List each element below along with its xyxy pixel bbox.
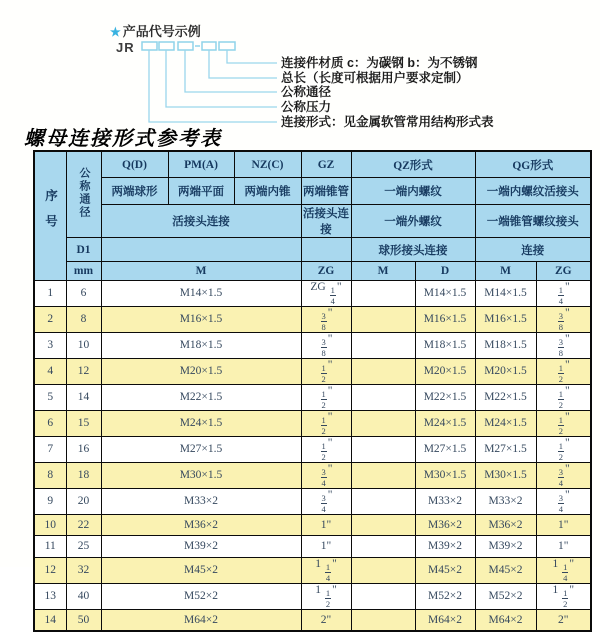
cell-seq: 11 xyxy=(34,536,66,558)
cell-m: M20×1.5 xyxy=(101,358,301,384)
cell-qz-m xyxy=(351,583,415,609)
fraction: $\frac{1}{2}$ xyxy=(558,362,564,385)
code-prefix: JR xyxy=(116,40,135,55)
fraction: $\frac{3}{4}$ xyxy=(558,466,564,489)
cell-mm: 25 xyxy=(66,536,101,558)
header-qg-connection: 连接 xyxy=(475,238,591,262)
cell-qg-m: M27×1.5 xyxy=(475,436,536,462)
fraction: $\frac{1}{2}$ xyxy=(321,414,326,437)
fraction: $\frac{1}{4}$ xyxy=(563,561,568,584)
cell-qg-zg: 1" xyxy=(536,514,591,536)
header-seq: 序号 xyxy=(34,151,66,281)
diagram-label-pressure: 公称压力 xyxy=(281,100,332,114)
cell-qg-zg: $\frac{1}{2}$ " xyxy=(536,410,591,436)
cell-gz: $\frac{3}{4}$ " xyxy=(301,462,351,488)
cell-qg-m: M30×1.5 xyxy=(475,462,536,488)
cell-m: M64×2 xyxy=(101,609,301,631)
cell-gz: $\frac{1}{2}$ " xyxy=(301,358,351,384)
cell-mm: 32 xyxy=(66,557,101,583)
cell-qz-d: M27×1.5 xyxy=(415,436,475,462)
header-d1: D1 xyxy=(66,238,101,262)
header-qz-d: D xyxy=(415,262,475,281)
fraction: $\frac{1}{2}$ xyxy=(558,440,564,463)
fraction: $\frac{3}{4}$ xyxy=(321,466,326,489)
cell-qg-zg: $\frac{1}{2}$ " xyxy=(536,384,591,410)
cell-gz: 1 $\frac{1}{2}$ " xyxy=(301,583,351,609)
cell-qg-zg: $\frac{3}{4}$ " xyxy=(536,488,591,514)
cell-qz-m xyxy=(351,384,415,410)
table-row xyxy=(34,281,591,307)
cell-gz: 1" xyxy=(301,536,351,558)
cell-qz-m xyxy=(351,332,415,358)
fraction: $\frac{1}{2}$ xyxy=(321,388,326,411)
cell-qg-zg: $\frac{1}{4}$ " xyxy=(536,281,591,307)
fraction: $\frac{3}{8}$ xyxy=(321,310,326,333)
header-qg-desc2: 一端锥管螺纹接头 xyxy=(475,205,591,238)
fraction: $\frac{1}{4}$ xyxy=(558,284,564,307)
header-zg: ZG xyxy=(301,262,351,281)
table-row xyxy=(34,536,591,558)
table-row xyxy=(34,514,591,536)
cell-m: M36×2 xyxy=(101,514,301,536)
table-header xyxy=(34,151,591,281)
fraction: $\frac{3}{4}$ xyxy=(558,492,564,515)
cell-gz: $\frac{1}{2}$ " xyxy=(301,436,351,462)
cell-qz-m xyxy=(351,462,415,488)
callout-line-length xyxy=(209,50,277,78)
cell-qg-m: M18×1.5 xyxy=(475,332,536,358)
callout-line-diameter xyxy=(185,50,277,92)
header-col-qz: QZ形式 xyxy=(351,151,475,178)
cell-m: M24×1.5 xyxy=(101,410,301,436)
cell-mm: 22 xyxy=(66,514,101,536)
header-m: M xyxy=(101,262,301,281)
cell-m: M27×1.5 xyxy=(101,436,301,462)
cell-qz-d: M22×1.5 xyxy=(415,384,475,410)
cell-seq: 6 xyxy=(34,410,66,436)
cell-mm: 40 xyxy=(66,583,101,609)
cell-qg-m: M22×1.5 xyxy=(475,384,536,410)
cell-seq: 4 xyxy=(34,358,66,384)
diagram-label-form: 连接形式：见金属软管常用结构形式表 xyxy=(281,115,494,129)
table-body xyxy=(34,281,591,632)
cell-mm: 10 xyxy=(66,332,101,358)
table-row xyxy=(34,462,591,488)
cell-qg-m: M39×2 xyxy=(475,536,536,558)
cell-m: M52×2 xyxy=(101,583,301,609)
cell-gz: $\frac{3}{4}$ " xyxy=(301,488,351,514)
header-qz-m: M xyxy=(351,262,415,281)
cell-seq: 13 xyxy=(34,583,66,609)
header-col-gz: GZ xyxy=(301,151,351,178)
cell-mm: 6 xyxy=(66,281,101,307)
cell-mm: 18 xyxy=(66,462,101,488)
star-icon: ★ xyxy=(110,25,121,39)
fraction: $\frac{3}{8}$ xyxy=(321,336,326,359)
table-row xyxy=(34,332,591,358)
cell-gz: $\frac{3}{8}$ " xyxy=(301,306,351,332)
diagram-label-material: 连接件材质 c：为碳钢 b：为不锈钢 xyxy=(281,56,478,70)
code-box-1 xyxy=(142,42,157,50)
header-q-desc: 两端球形 xyxy=(101,178,168,205)
cell-gz: 2" xyxy=(301,609,351,631)
cell-m: M14×1.5 xyxy=(101,281,301,307)
header-nominal-diameter: 公称通径 xyxy=(66,151,101,238)
cell-qz-d: M18×1.5 xyxy=(415,332,475,358)
table-row xyxy=(34,436,591,462)
header-gz-connection: 活接头连接 xyxy=(301,205,351,238)
cell-seq: 10 xyxy=(34,514,66,536)
cell-qg-m: M20×1.5 xyxy=(475,358,536,384)
fraction: $\frac{1}{2}$ xyxy=(558,388,564,411)
cell-qg-zg: $\frac{1}{2}$ " xyxy=(536,358,591,384)
header-col-qg: QG形式 xyxy=(475,151,591,178)
cell-qz-d: M14×1.5 xyxy=(415,281,475,307)
cell-qg-m: M52×2 xyxy=(475,583,536,609)
cell-qz-d: M20×1.5 xyxy=(415,358,475,384)
header-gz-desc: 两端锥管 xyxy=(301,178,351,205)
header-qg-m: M xyxy=(475,262,536,281)
cell-qz-m xyxy=(351,557,415,583)
cell-seq: 2 xyxy=(34,306,66,332)
cell-qz-m xyxy=(351,536,415,558)
cell-gz: $\frac{1}{2}$ " xyxy=(301,384,351,410)
table-row xyxy=(34,358,591,384)
fraction: $\frac{1}{2}$ xyxy=(321,440,326,463)
cell-m: M22×1.5 xyxy=(101,384,301,410)
cell-mm: 8 xyxy=(66,306,101,332)
cell-seq: 3 xyxy=(34,332,66,358)
cell-mm: 12 xyxy=(66,358,101,384)
fraction: $\frac{1}{4}$ xyxy=(330,284,335,307)
cell-qg-m: M36×2 xyxy=(475,514,536,536)
table-title: 螺母连接形式参考表 xyxy=(24,128,222,150)
diagram-label-diameter: 公称通径 xyxy=(281,85,332,99)
header-mm: mm xyxy=(66,262,101,281)
header-qz-connection: 球形接头连接 xyxy=(351,238,475,262)
diagram-heading-text: 产品代号示例 xyxy=(122,24,201,39)
cell-m: M18×1.5 xyxy=(101,332,301,358)
cell-qg-zg: $\frac{1}{2}$ " xyxy=(536,436,591,462)
cell-qz-d: M52×2 xyxy=(415,583,475,609)
code-box-3 xyxy=(178,42,193,50)
cell-qz-d: M30×1.5 xyxy=(415,462,475,488)
table-row xyxy=(34,306,591,332)
cell-m: M45×2 xyxy=(101,557,301,583)
cell-qg-zg: 1 $\frac{1}{2}$ " xyxy=(536,583,591,609)
cell-qg-m: M14×1.5 xyxy=(475,281,536,307)
fraction: $\frac{1}{2}$ xyxy=(563,587,568,610)
header-qg-desc1: 一端内螺纹活接头 xyxy=(475,178,591,205)
cell-qz-d: M36×2 xyxy=(415,514,475,536)
cell-qz-d: M33×2 xyxy=(415,488,475,514)
cell-qz-d: M39×2 xyxy=(415,536,475,558)
cell-gz: ZG $\frac{1}{4}$ " xyxy=(301,281,351,307)
cell-qz-m xyxy=(351,609,415,631)
cell-qz-m xyxy=(351,514,415,536)
table-row xyxy=(34,609,591,631)
cell-seq: 1 xyxy=(34,281,66,307)
cell-qz-m xyxy=(351,281,415,307)
cell-qz-m xyxy=(351,436,415,462)
header-union-connection: 活接头连接 xyxy=(101,205,301,238)
nut-connection-reference-table xyxy=(33,150,592,632)
code-box-5 xyxy=(219,42,235,50)
code-box-2 xyxy=(159,42,174,50)
header-col-nz: NZ(C) xyxy=(234,151,301,178)
cell-seq: 9 xyxy=(34,488,66,514)
diagram-label-length: 总长（长度可根据用户要求定制） xyxy=(281,71,469,85)
cell-qz-d: M45×2 xyxy=(415,557,475,583)
header-qz-desc1: 一端内螺纹 xyxy=(351,178,475,205)
callout-line-material xyxy=(227,50,277,63)
cell-qg-zg: $\frac{3}{8}$ " xyxy=(536,306,591,332)
header-nz-desc: 两端内锥 xyxy=(234,178,301,205)
header-pm-desc: 两端平面 xyxy=(168,178,234,205)
table-row xyxy=(34,557,591,583)
fraction: $\frac{1}{4}$ xyxy=(325,561,331,584)
fraction: $\frac{3}{8}$ xyxy=(558,310,564,333)
cell-qg-zg: 1 $\frac{1}{4}$ " xyxy=(536,557,591,583)
cell-gz: 1" xyxy=(301,514,351,536)
cell-m: M33×2 xyxy=(101,488,301,514)
cell-qg-m: M64×2 xyxy=(475,609,536,631)
cell-qg-zg: 2" xyxy=(536,609,591,631)
cell-mm: 15 xyxy=(66,410,101,436)
cell-qz-m xyxy=(351,410,415,436)
table-row xyxy=(34,410,591,436)
fraction: $\frac{1}{2}$ xyxy=(558,414,564,437)
cell-qz-d: M16×1.5 xyxy=(415,306,475,332)
cell-seq: 8 xyxy=(34,462,66,488)
cell-seq: 12 xyxy=(34,557,66,583)
cell-qg-zg: $\frac{3}{4}$ " xyxy=(536,462,591,488)
header-empty-gz xyxy=(301,238,351,262)
cell-seq: 14 xyxy=(34,609,66,631)
cell-m: M16×1.5 xyxy=(101,306,301,332)
table-row xyxy=(34,583,591,609)
cell-qg-m: M33×2 xyxy=(475,488,536,514)
cell-seq: 7 xyxy=(34,436,66,462)
cell-qz-d: M64×2 xyxy=(415,609,475,631)
fraction: $\frac{3}{8}$ xyxy=(558,336,564,359)
cell-qz-d: M24×1.5 xyxy=(415,410,475,436)
table-row xyxy=(34,384,591,410)
cell-qg-m: M24×1.5 xyxy=(475,410,536,436)
cell-qg-zg: 1" xyxy=(536,536,591,558)
fraction: $\frac{1}{2}$ xyxy=(325,587,331,610)
fraction: $\frac{1}{2}$ xyxy=(321,362,326,385)
cell-qz-m xyxy=(351,488,415,514)
header-col-q: Q(D) xyxy=(101,151,168,178)
header-qg-zg: ZG xyxy=(536,262,591,281)
cell-gz: $\frac{1}{2}$ " xyxy=(301,410,351,436)
header-empty-m xyxy=(101,238,301,262)
cell-gz: 1 $\frac{1}{4}$ " xyxy=(301,557,351,583)
cell-qg-m: M45×2 xyxy=(475,557,536,583)
cell-mm: 14 xyxy=(66,384,101,410)
cell-qz-m xyxy=(351,306,415,332)
cell-qg-m: M16×1.5 xyxy=(475,306,536,332)
header-qz-desc2: 一端外螺纹 xyxy=(351,205,475,238)
cell-qg-zg: $\frac{3}{8}$ " xyxy=(536,332,591,358)
cell-gz: $\frac{3}{8}$ " xyxy=(301,332,351,358)
fraction: $\frac{3}{4}$ xyxy=(321,492,326,515)
cell-m: M39×2 xyxy=(101,536,301,558)
cell-mm: 20 xyxy=(66,488,101,514)
code-box-4 xyxy=(202,42,216,50)
header-col-pm: PM(A) xyxy=(168,151,234,178)
cell-seq: 5 xyxy=(34,384,66,410)
cell-qz-m xyxy=(351,358,415,384)
callout-line-form xyxy=(149,50,277,122)
table-row xyxy=(34,488,591,514)
cell-mm: 50 xyxy=(66,609,101,631)
cell-mm: 16 xyxy=(66,436,101,462)
cell-m: M30×1.5 xyxy=(101,462,301,488)
